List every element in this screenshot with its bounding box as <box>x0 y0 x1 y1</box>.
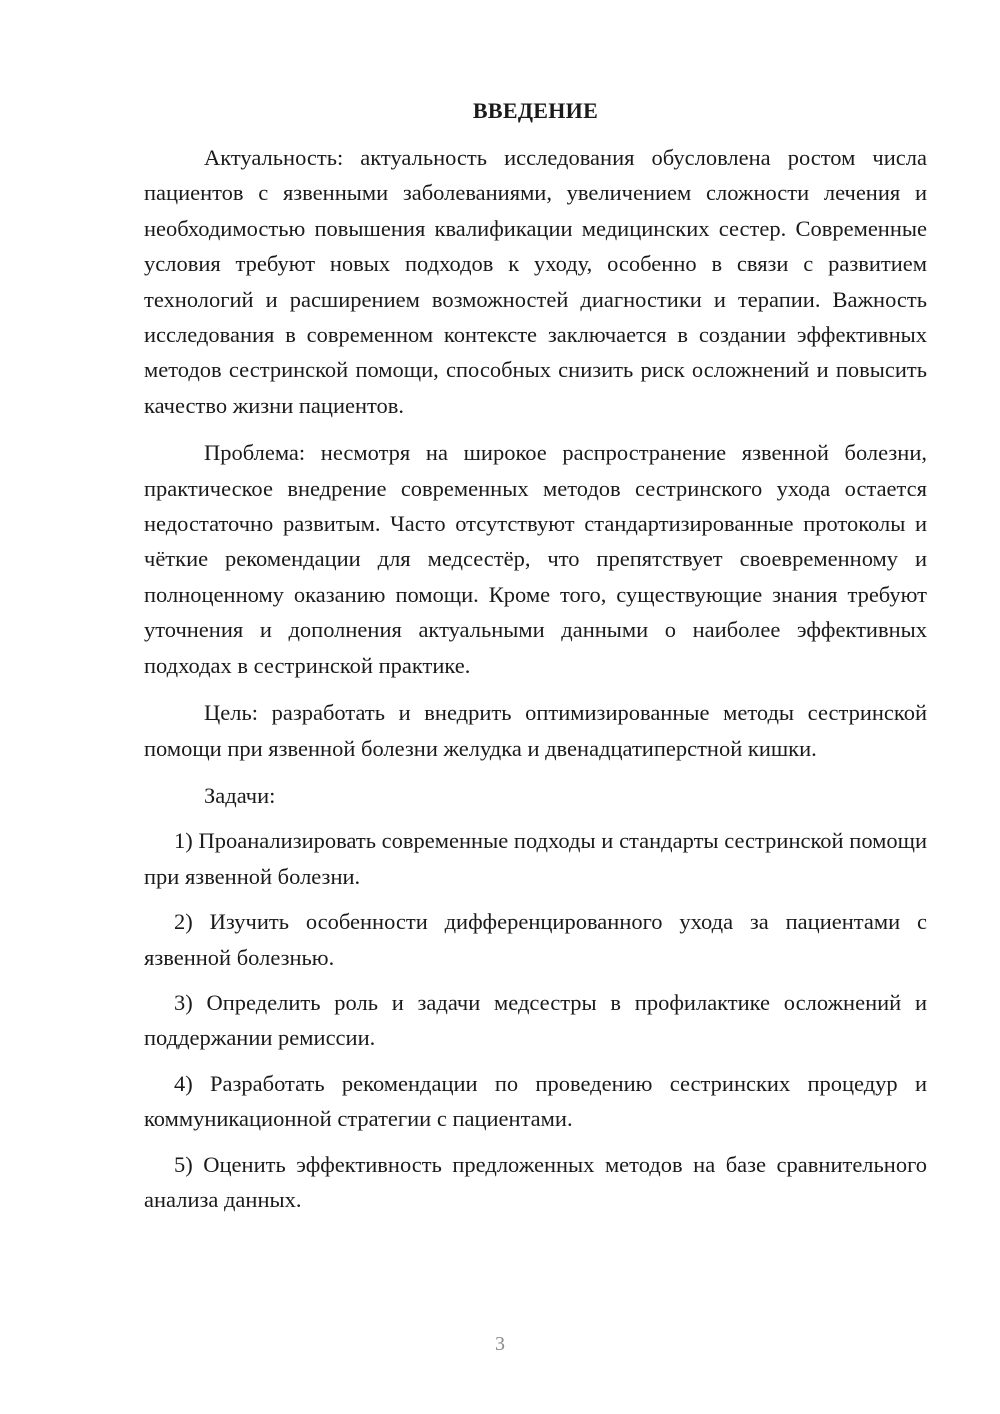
tasks-list <box>144 823 927 1217</box>
task-item-4: 4) Разработать рекомендации по проведению сестринских процедур и коммуникационной стратегии с пациентами. <box>144 1070 927 1132</box>
task-item-5: 5) Оценить эффективность предложенных методов на базе сравнительного анализа данных. <box>144 1151 927 1212</box>
tasks-label: Задачи: <box>204 782 276 808</box>
goal-paragraph: Цель: разработать и внедрить оптимизированные методы сестринской помощи при язвенной болезни желудка и двенадцатиперстной кишки. <box>144 700 927 761</box>
task-item-3: 3) Определить роль и задачи медсестры в профилактике осложнений и поддержании ремиссии. <box>144 989 927 1051</box>
section-heading: ВВЕДЕНИЕ <box>472 98 599 123</box>
task-item-2: 2) Изучить особенности дифференцированного ухода за пациентами с язвенной болезнью. <box>144 909 927 970</box>
task-item-1: 1) Проанализировать современные подходы и стандарты сестринской помощи при язвенной болезни. <box>144 828 927 889</box>
problem-paragraph: Проблема: несмотря на широкое распространение язвенной болезни, практическое внедрение современных методов сестринского ухода остается недостаточно развитым. Часто отсутствуют стандартизированные протоколы и чёткие рекомендации для медсестёр, что препятствует своевременному и полноценному оказанию помощи. Кроме того, существующие знания требуют уточнения и дополнения актуальными данными о наиболее эффективных подходах в сестринской практике. <box>144 440 927 678</box>
document-page <box>144 96 927 1227</box>
relevance-paragraph: Актуальность: актуальность исследования обусловлена ростом числа пациентов с язвенными заболеваниями, увеличением сложности лечения и необходимостью повышения квалификации медицинских сестер. Современные условия требуют новых подходов к уходу, особенно в связи с развитием технологий и расширением возможностей диагностики и терапии. Важность исследования в современном контексте заключается в создании эффективных методов сестринской помощи, способных снизить риск осложнений и повысить качество жизни пациентов. <box>144 145 927 418</box>
page-number: 3 <box>495 1333 505 1355</box>
